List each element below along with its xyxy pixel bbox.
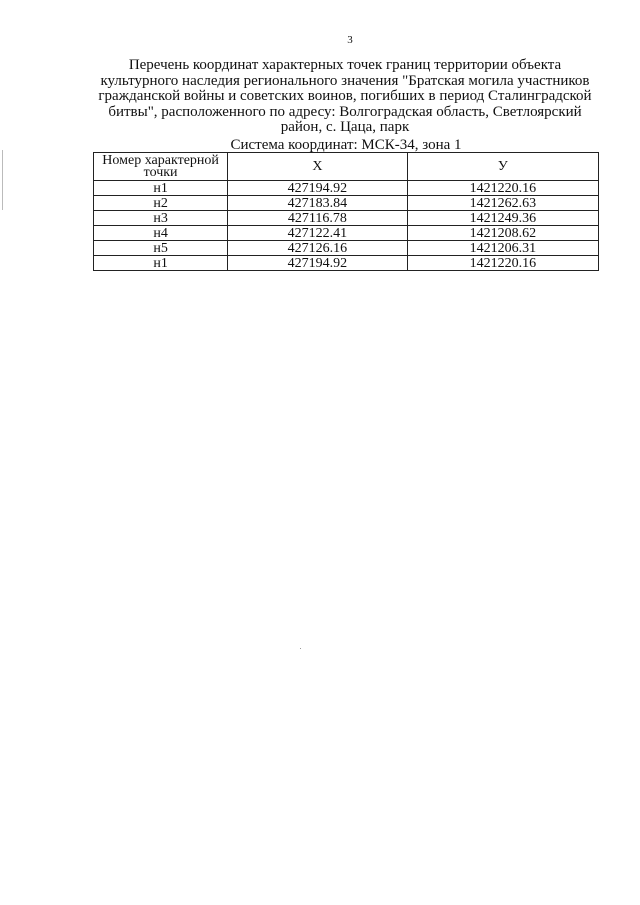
cell-y: 1421208.62: [407, 226, 598, 241]
title-line: гражданской войны и советских воинов, погибших в период Сталинградской: [98, 88, 592, 104]
title-line: битвы", расположенного по адресу: Волгоградская область, Светлоярский: [108, 103, 582, 120]
header-point-number: Номер характерной точки: [94, 153, 228, 181]
coordinate-system-caption: Система координат: МСК-34, зона 1: [230, 137, 462, 153]
table-row: [94, 256, 599, 271]
table-row: [94, 196, 599, 211]
document-title: [90, 58, 600, 136]
cell-x: 427194.92: [228, 181, 407, 196]
table-row: [94, 241, 599, 256]
cell-point: н1: [94, 256, 228, 271]
cell-point: н5: [94, 241, 228, 256]
coordinates-table: [93, 152, 599, 271]
cell-x: 427126.16: [228, 241, 407, 256]
page-number: 3: [347, 34, 353, 46]
cell-y: 1421206.31: [407, 241, 598, 256]
cell-y: 1421220.16: [407, 181, 598, 196]
table-row: [94, 211, 599, 226]
title-line: культурного наследия регионального значения "Братская могила участников: [100, 72, 590, 89]
cell-point: н1: [94, 181, 228, 196]
cell-y: 1421249.36: [407, 211, 598, 226]
cell-point: н3: [94, 211, 228, 226]
cell-x: 427183.84: [228, 196, 407, 211]
cell-point: н2: [94, 196, 228, 211]
header-x: X: [228, 153, 407, 181]
title-line: район, с. Цаца, парк: [280, 119, 410, 135]
cell-x: 427122.41: [228, 226, 407, 241]
title-line: Перечень координат характерных точек границ территории объекта: [128, 57, 562, 73]
scan-speck: [300, 648, 301, 649]
scan-edge-mark: [2, 150, 3, 210]
cell-x: 427194.92: [228, 256, 407, 271]
header-y: У: [407, 153, 598, 181]
cell-y: 1421220.16: [407, 256, 598, 271]
table-header-row: [94, 153, 599, 181]
cell-y: 1421262.63: [407, 196, 598, 211]
cell-x: 427116.78: [228, 211, 407, 226]
table-row: [94, 181, 599, 196]
cell-point: н4: [94, 226, 228, 241]
table-row: [94, 226, 599, 241]
